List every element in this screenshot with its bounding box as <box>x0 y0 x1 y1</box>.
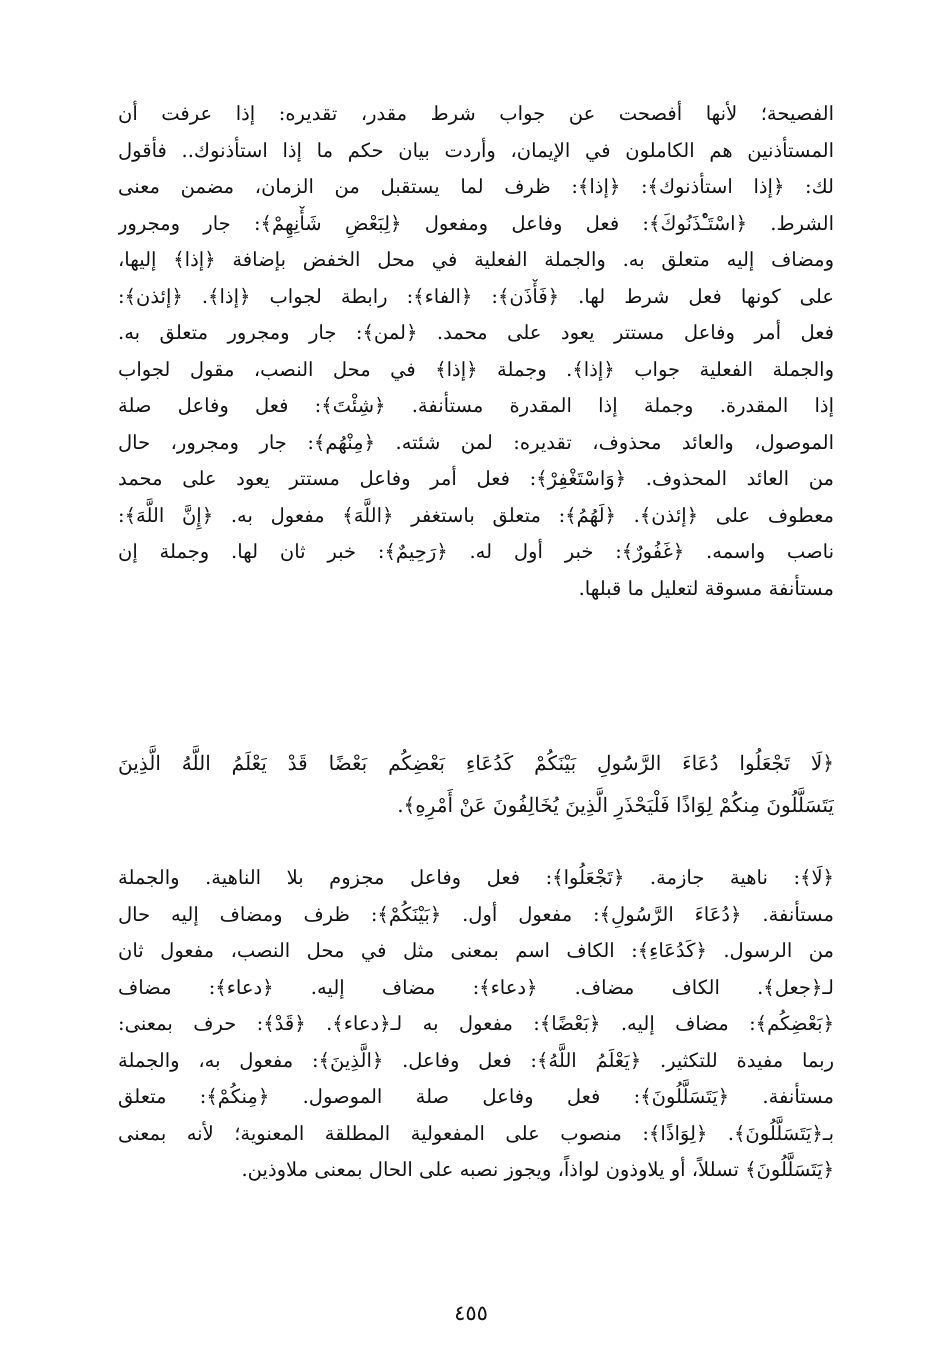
text-line: ﴿بَعْضِكُم﴾: مضاف إليه. ﴿بَعْضًا﴾: مفعول به لـ﴿دعاء﴾. ﴿قَدْ﴾: حرف بمعنى: <box>118 1012 834 1035</box>
text-line: ناصب واسمه. ﴿غَفُورٌ﴾: خبر أول له. ﴿رَحِيمٌ﴾: خبر ثان لها. وجملة إن <box>118 540 834 563</box>
text-line: مستأنفة. ﴿دُعَاءَ الرَّسُولِ﴾: مفعول أول. ﴿بَيْنَكُمْ﴾: ظرف ومضاف إليه حال <box>118 902 834 926</box>
text-line: ﴿يَتَسَلَّلُونَ﴾ تسللاً، أو يلاوذون لواذاً، ويجوز نصبه على الحال بمعنى ملاوذين. <box>241 1158 834 1181</box>
text-line: مستأنفة. ﴿يَتَسَلَّلُونَ﴾: فعل وفاعل صلة الموصول. ﴿مِنكُمْ﴾: متعلق <box>118 1085 834 1108</box>
text-line: بـ﴿يَتَسَلَّلُونَ﴾. ﴿لِوَاذًا﴾: منصوب على المفعولية المطلقة المعنوية؛ لأنه بمعنى <box>118 1121 834 1145</box>
text-line: لك: ﴿إذا استأذنوك﴾: ﴿إذا﴾: ظرف لما يستقبل من الزمان، مضمن معنى <box>118 175 834 198</box>
text-line: مستأنفة مسوقة لتعليل ما قبلها. <box>578 576 834 600</box>
commentary-paragraph-1 <box>118 96 834 607</box>
verse-line: يَتَسَلَّلُونَ مِنكُمْ لِوَاذًا فَلْيَحْذَرِ الَّذِينَ يُخَالِفُونَ عَنْ أَمْرِهِ﴾. <box>397 793 834 817</box>
text-line: إذا المقدرة. وجملة إذا المقدرة مستأنفة. ﴿شِئْتَ﴾: فعل وفاعل صلة <box>118 394 834 417</box>
verse-line: ﴿لَا تَجْعَلُوا دُعَاءَ الرَّسُولِ بَيْنَكُمْ كَدُعَاءِ بَعْضِكُم بَعْضًا قَدْ يَعْلَمُ اللَّهُ الَّذِينَ <box>118 751 834 775</box>
page-number: ٤٥٥ <box>454 1301 488 1325</box>
text-line: والجملة الفعلية جواب ﴿إذا﴾. وجملة ﴿إذا﴾ في محل النصب، مقول لجواب <box>118 357 834 381</box>
text-line: معطوف على ﴿إئذن﴾. ﴿لَهُمُ﴾: متعلق باستغفر ﴿اللَّهَ﴾ مفعول به. ﴿إِنَّ اللَّهَ﴾: <box>118 503 834 527</box>
text-line: فعل أمر وفاعل مستتر يعود على محمد. ﴿لمن﴾: جار ومجرور متعلق به. <box>118 321 834 344</box>
text-line: ربما مفيدة للتكثير. ﴿يَعْلَمُ اللَّهُ﴾: فعل وفاعل. ﴿الَّذِينَ﴾: مفعول به، والجملة <box>118 1048 834 1072</box>
text-line: الفصيحة؛ لأنها أفصحت عن جواب شرط مقدر، تقديره: إذا عرفت أن <box>118 102 834 125</box>
text-line: ومضاف إليه متعلق به. والجملة الفعلية في محل الخفض بإضافة ﴿إذا﴾ إليها، <box>118 248 834 271</box>
text-line: من العائد المحذوف. ﴿وَاسْتَغْفِرْ﴾: فعل أمر وفاعل مستتر يعود على محمد <box>118 467 834 490</box>
commentary-paragraph-2 <box>118 860 834 1189</box>
text-line: المستأذنين هم الكاملون في الإيمان، وأردت بيان حكم ما إذا استأذنوك.. فأقول <box>118 138 834 162</box>
text-line: الشرط. ﴿اسْتَـْٔذَنُوكَ﴾: فعل وفاعل ومفعول ﴿لِبَعْضِ شَأْنِهِمْ﴾: جار ومجرور <box>118 211 834 235</box>
text-line: من الرسول. ﴿كَدُعَاءِ﴾: الكاف اسم بمعنى مثل في محل النصب، مفعول ثان <box>118 939 834 962</box>
text-line: الموصول، والعائد محذوف، تقديره: لمن شئته. ﴿مِنْهُم﴾: جار ومجرور، حال <box>118 430 834 454</box>
text-line: لـ﴿جعل﴾. الكاف مضاف. ﴿دعاء﴾: مضاف إليه. ﴿دعاء﴾: مضاف <box>118 975 834 999</box>
text-line: ﴿لَا﴾: ناهية جازمة. ﴿تَجْعَلُوا﴾: فعل وفاعل مجزوم بلا الناهية. والجملة <box>118 866 834 889</box>
text-line: على كونها فعل شرط لها. ﴿فَأْذَن﴾: ﴿الفاء﴾: رابطة لجواب ﴿إذا﴾. ﴿إئذن﴾: <box>118 284 834 308</box>
quran-verse <box>118 742 834 826</box>
